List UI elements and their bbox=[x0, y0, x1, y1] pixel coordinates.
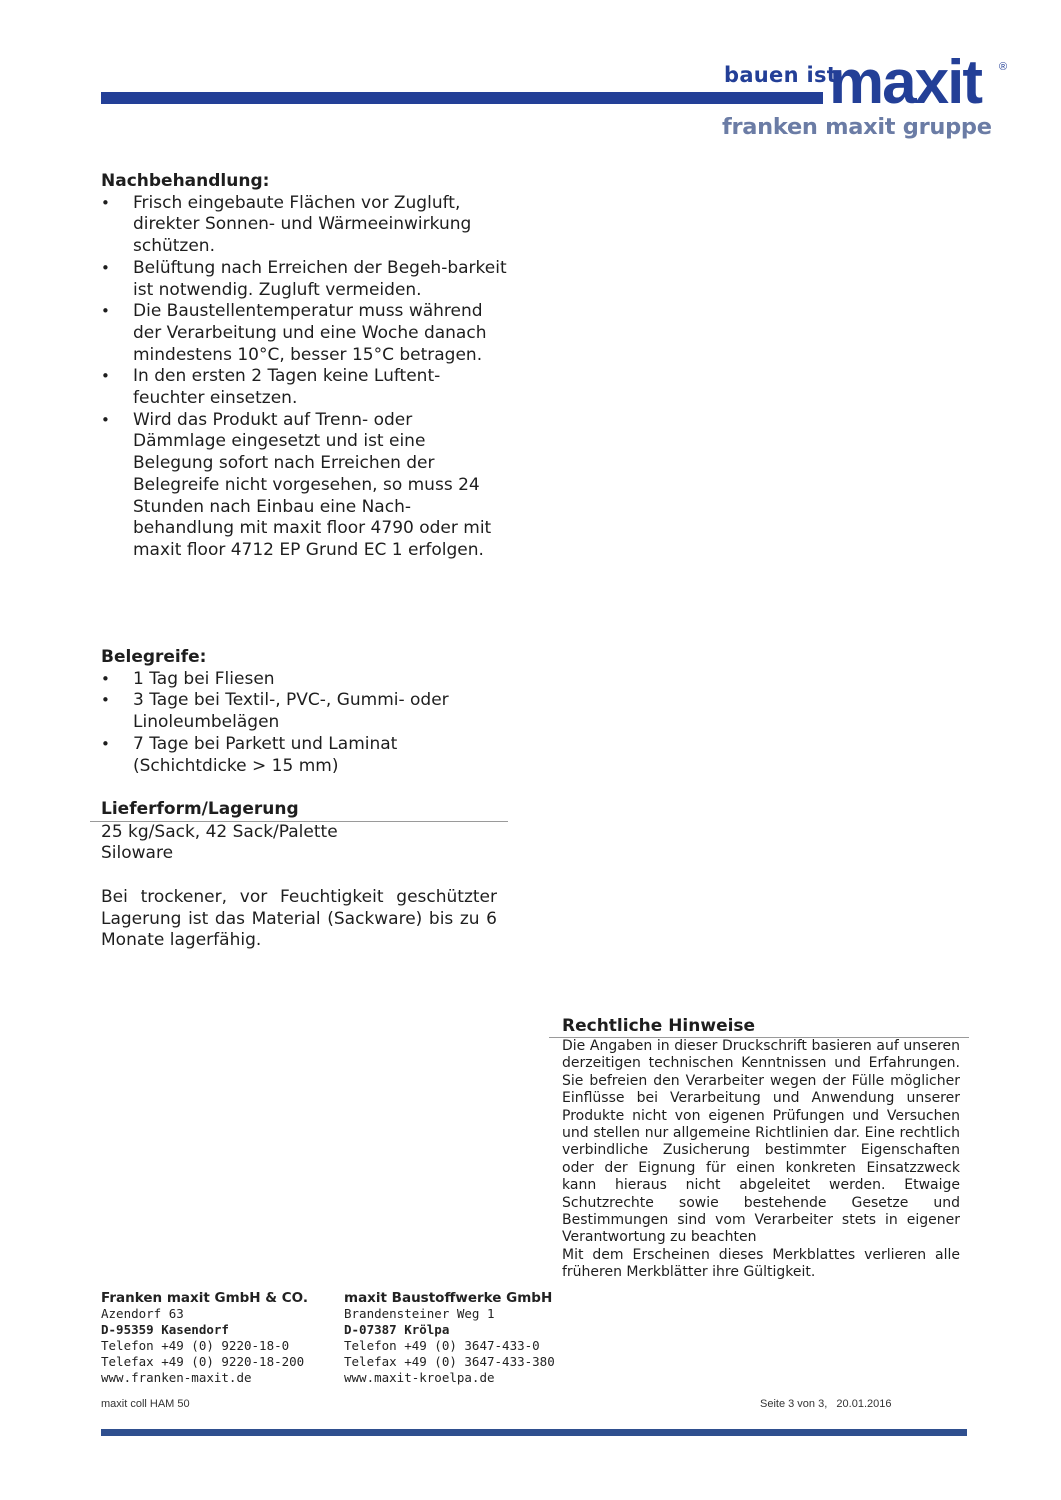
website-link[interactable]: www.maxit-kroelpa.de bbox=[344, 1370, 495, 1385]
footer-page-info: Seite 3 von 3, 20.01.2016 bbox=[760, 1398, 892, 1410]
legal-paragraph: Die Angaben in dieser Druckschrift basieren auf unseren derzeitigen technischen Kenntnissen und Erfahrungen. Sie befreien den Verarbeiter wegen der Fülle möglicher Einflüsse bei Verarbeitung und Anwendung unserer Produkte nicht von eigenen Prüfungen und Versuchen und stellen nur allgemeine Richtlinien dar. Eine rechtlich verbindliche Zusicherung bestimmter Eigenschaften oder der Eignung für einen konkreten Einsatzzweck kann hieraus nicht abgeleitet werden. Etwaige Schutzrechte sowie bestehende Gesetze und Bestimmungen sind vom Verarbeiter stets in eigener Verantwortung zu beachten bbox=[562, 1038, 960, 1246]
footer-bar bbox=[101, 1429, 967, 1436]
address-maxit-baustoffwerke bbox=[344, 1290, 555, 1386]
list-item: • Belüftung nach Erreichen der Begeh-barkeit ist notwendig. Zugluft vermeiden. bbox=[101, 258, 507, 301]
section-legal bbox=[562, 1015, 960, 1282]
address-franken-maxit bbox=[101, 1290, 308, 1386]
city: D-95359 Kasendorf bbox=[101, 1322, 229, 1337]
list-item: • Wird das Produkt auf Trenn- oder Dämmlage eingesetzt und ist eine Belegung sofort nach Erreichen der Belegreife nicht vorgesehen, so muss 24 Stunden nach Einbau eine Nach-behandlung mit maxit floor 4790 oder mit maxit floor 4712 EP Grund EC 1 erfolgen. bbox=[101, 410, 507, 562]
city: D-07387 Krölpa bbox=[344, 1322, 450, 1337]
registered-mark: ® bbox=[999, 61, 1008, 73]
list-item: • 1 Tag bei Fliesen bbox=[101, 669, 507, 691]
list-item: • 7 Tage bei Parkett und Laminat (Schichtdicke > 15 mm) bbox=[101, 734, 507, 777]
header-bar bbox=[101, 92, 823, 104]
section-nachbehandlung bbox=[101, 171, 507, 562]
storage-text: Bei trockener, vor Feuchtigkeit geschützter Lagerung ist das Material (Sackware) bis zu 6 Monate lagerfähig. bbox=[101, 886, 497, 951]
section-title: Lieferform/Lagerung bbox=[90, 799, 508, 822]
list-item: • Die Baustellentemperatur muss während der Verarbeitung und eine Woche danach mindestens 10°C, besser 15°C betragen. bbox=[101, 301, 507, 366]
phone: Telefon +49 (0) 9220-18-0 bbox=[101, 1338, 290, 1353]
delivery-line: Siloware bbox=[101, 843, 174, 864]
footer-product: maxit coll HAM 50 bbox=[101, 1398, 190, 1410]
phone: Telefon +49 (0) 3647-433-0 bbox=[344, 1338, 540, 1353]
logo-gruppe-text: franken maxit gruppe bbox=[722, 114, 992, 140]
maxit-logo: maxit bbox=[829, 48, 981, 117]
company-name: maxit Baustoffwerke GmbH bbox=[344, 1290, 553, 1306]
legal-paragraph: Mit dem Erscheinen dieses Merkblattes verlieren alle früheren Merkblätter ihre Gültigkeit. bbox=[562, 1246, 960, 1281]
logo-bauen-text: bauen ist bbox=[724, 63, 838, 87]
street: Azendorf 63 bbox=[101, 1306, 184, 1321]
section-title: Rechtliche Hinweise bbox=[562, 1016, 756, 1036]
section-title: Belegreife: bbox=[101, 647, 207, 667]
list-item: • In den ersten 2 Tagen keine Luftent-feuchter einsetzen. bbox=[101, 366, 507, 409]
fax: Telefax +49 (0) 3647-433-380 bbox=[344, 1354, 555, 1369]
company-name: Franken maxit GmbH & CO. bbox=[101, 1290, 308, 1306]
bullet-list bbox=[101, 193, 507, 562]
section-lieferform bbox=[90, 799, 508, 952]
section-title: Nachbehandlung: bbox=[101, 171, 270, 191]
delivery-line: 25 kg/Sack, 42 Sack/Palette bbox=[101, 821, 338, 842]
list-item: • 3 Tage bei Textil-, PVC-, Gummi- oder Linoleumbelägen bbox=[101, 690, 507, 733]
bullet-list bbox=[101, 669, 507, 778]
fax: Telefax +49 (0) 9220-18-200 bbox=[101, 1354, 305, 1369]
section-belegreife bbox=[101, 647, 507, 777]
website-link[interactable]: www.franken-maxit.de bbox=[101, 1370, 252, 1385]
street: Brandensteiner Weg 1 bbox=[344, 1306, 495, 1321]
list-item: • Frisch eingebaute Flächen vor Zugluft, direkter Sonnen- und Wärmeeinwirkung schützen. bbox=[101, 193, 507, 258]
